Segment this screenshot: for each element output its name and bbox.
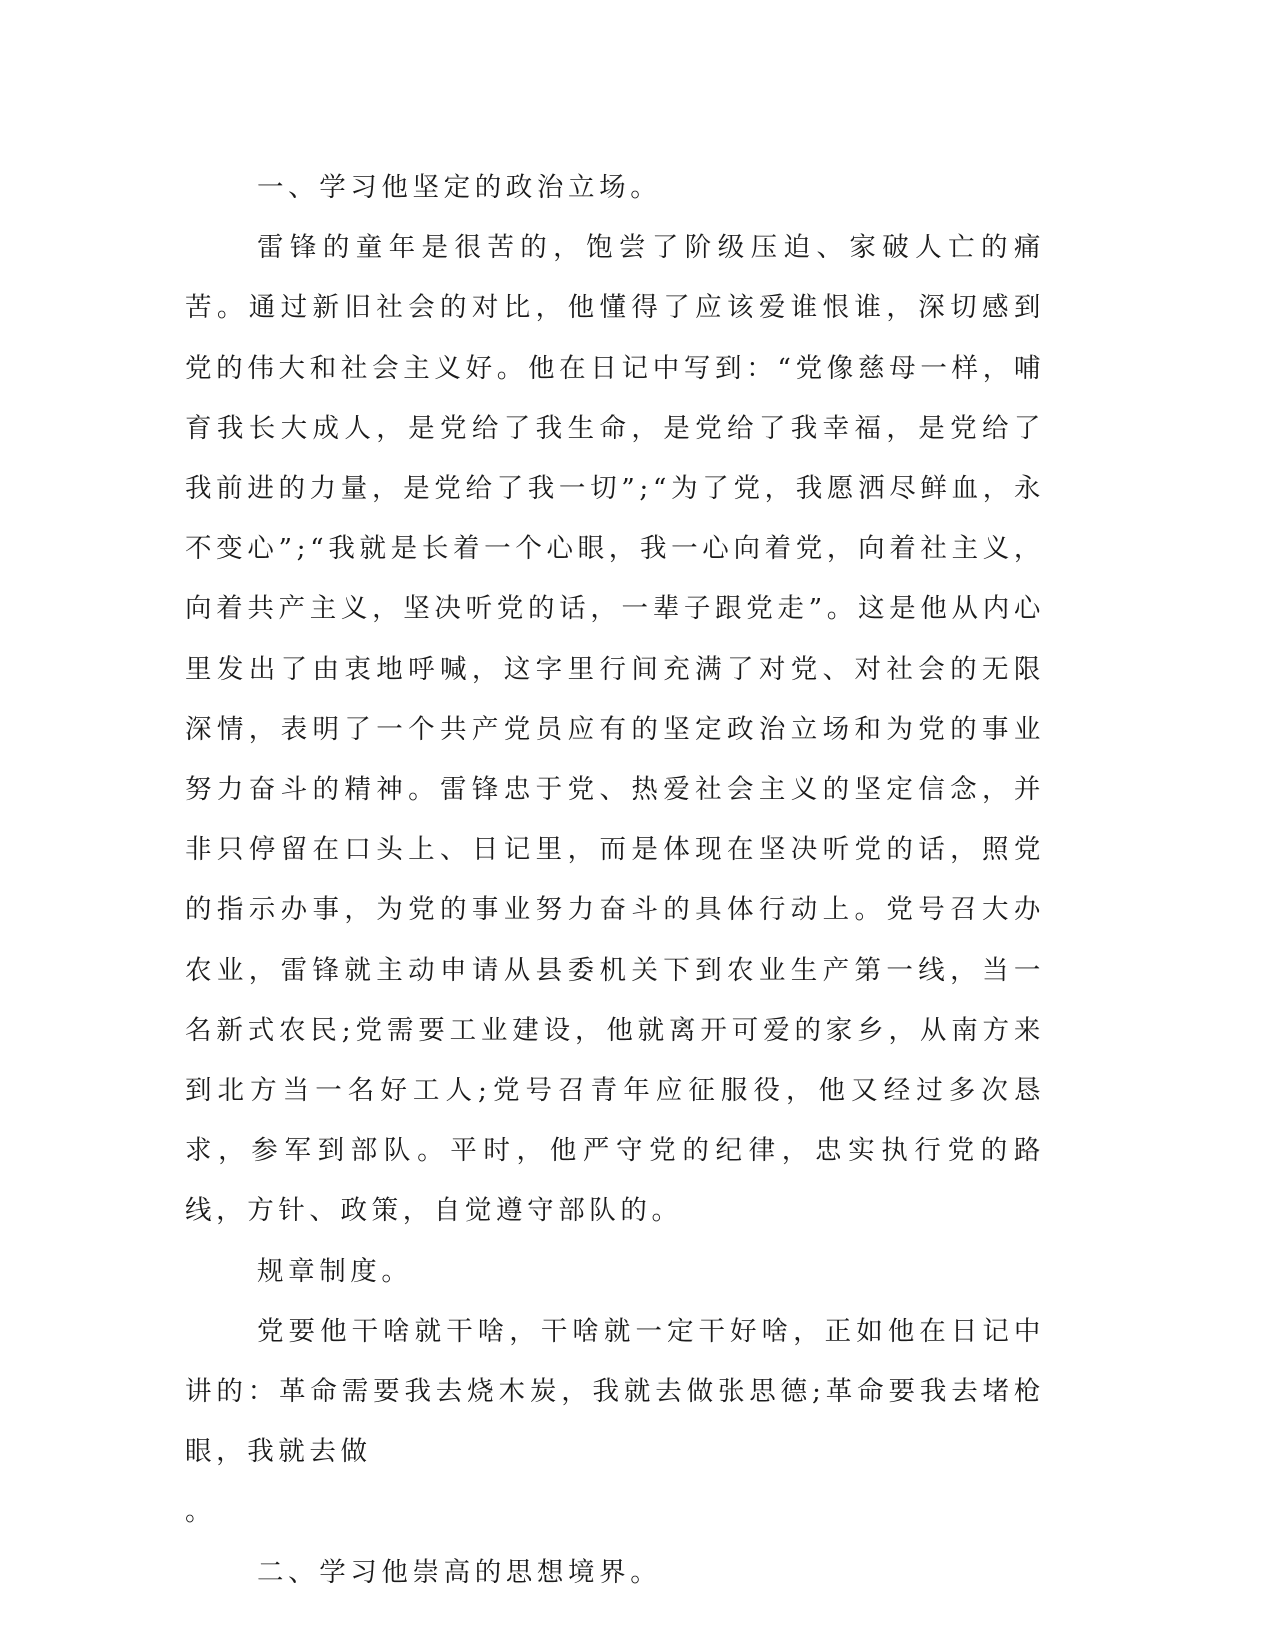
body-paragraph-4: 。 <box>185 1496 217 1528</box>
section-heading-2: 二、学习他崇高的思想境界。 <box>257 1556 662 1588</box>
body-paragraph-1: 雷锋的童年是很苦的，饱尝了阶级压迫、家破人亡的痛苦。通过新旧社会的对比，他懂得了应该爱谁恨谁，深切感到党的伟大和社会主义好。他在日记中写到：“党像慈母一样，哺育我长大成人，是党给了我生命，是党给了我幸福，是党给了我前进的力量，是党给了我一切”;“为了党，我愿洒尽鲜血，永不变心”;“我就是长着一个心眼，我一心向着党，向着社主义，向着共产主义，坚决听党的话，一辈子跟党走”。这是他从内心里发出了由衷地呼喊，这字里行间充满了对党、对社会的无限深情，表明了一个共产党员应有的坚定政治立场和为党的事业努力奋斗的精神。雷锋忠于党、热爱社会主义的坚定信念，并非只停留在口头上、日记里，而是体现在坚决听党的话，照党的指示办事，为党的事业努力奋斗的具体行动上。党号召大办农业，雷锋就主动申请从县委机关下到农业生产第一线，当一名新式农民;党需要工业建设，他就离开可爱的家乡，从南方来到北方当一名好工人;党号召青年应征服役，他又经过多次恳求，参军到部队。平时，他严守党的纪律，忠实执行党的路线，方针、政策，自觉遵守部队的。 <box>185 232 1045 1227</box>
section-heading-1: 一、学习他坚定的政治立场。 <box>257 172 662 203</box>
body-paragraph-3: 党要他干啥就干啥，干啥就一定干好啥，正如他在日记中讲的：革命需要我去烧木炭，我就去做张思德;革命要我去堵枪眼，我就去做 <box>185 1315 1045 1468</box>
document-body <box>185 158 1045 1603</box>
body-paragraph-2: 规章制度。 <box>257 1255 413 1287</box>
